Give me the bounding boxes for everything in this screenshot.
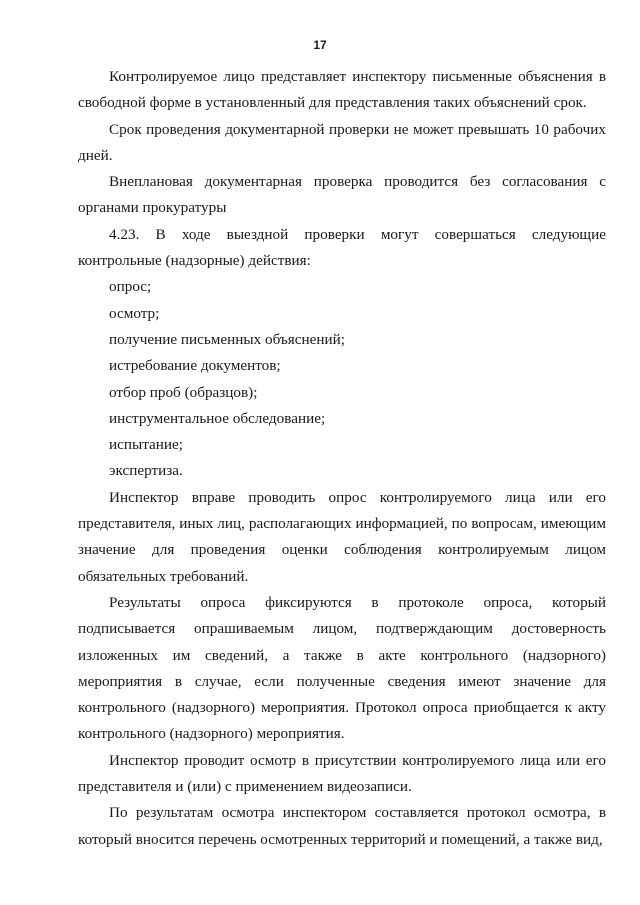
list-item: испытание; — [109, 436, 183, 454]
list-item: истребование документов; — [109, 357, 281, 375]
paragraph-survey-results: Результаты опроса фиксируются в протоколе опроса, который подписывается опрашиваемым лицом, подтверждающим достоверность изложенных им сведений, а также в акте контрольного (надзорного) мероприятия в случае, если полученные сведения имеют значение для контрольного (надзорного) мероприятия. Протокол опроса приобщается к акту контрольного (надзорного) мероприятия. — [78, 593, 606, 743]
paragraph-inspection-protocol: По результатам осмотра инспектором составляется протокол осмотра, в который вносится перечень осмотренных территорий и помещений, а также вид, — [78, 804, 606, 848]
paragraph-section-4-23: 4.23. В ходе выездной проверки могут совершаться следующие контрольные (надзорные) действия: — [78, 225, 606, 270]
page-number: 17 — [313, 38, 327, 52]
paragraph-unscheduled-inspection: Внеплановая документарная проверка проводится без согласования с органами прокуратуры — [78, 173, 606, 217]
list-item: опрос; — [109, 278, 152, 296]
control-actions-list — [78, 274, 606, 484]
document-body — [78, 64, 606, 853]
list-item: осмотр; — [109, 304, 160, 322]
list-item: отбор проб (образцов); — [109, 383, 258, 401]
list-item: инструментальное обследование; — [109, 409, 326, 427]
list-item: получение письменных объяснений; — [109, 330, 345, 348]
paragraph-inspection-presence: Инспектор проводит осмотр в присутствии контролируемого лица или его представителя и (или) с применением видеозаписи. — [78, 751, 606, 796]
list-item: экспертиза. — [109, 462, 183, 480]
paragraph-survey-right: Инспектор вправе проводить опрос контролируемого лица или его представителя, иных лиц, располагающих информацией, по вопросам, имеющим значение для проведения оценки соблюдения контролируемым лицом обязательных требований. — [78, 488, 606, 585]
paragraph-written-explanations: Контролируемое лицо представляет инспектору письменные объяснения в свободной форме в установленный для представления таких объяснений срок. — [78, 68, 606, 112]
paragraph-inspection-deadline: Срок проведения документарной проверки не может превышать 10 рабочих дней. — [78, 120, 606, 164]
